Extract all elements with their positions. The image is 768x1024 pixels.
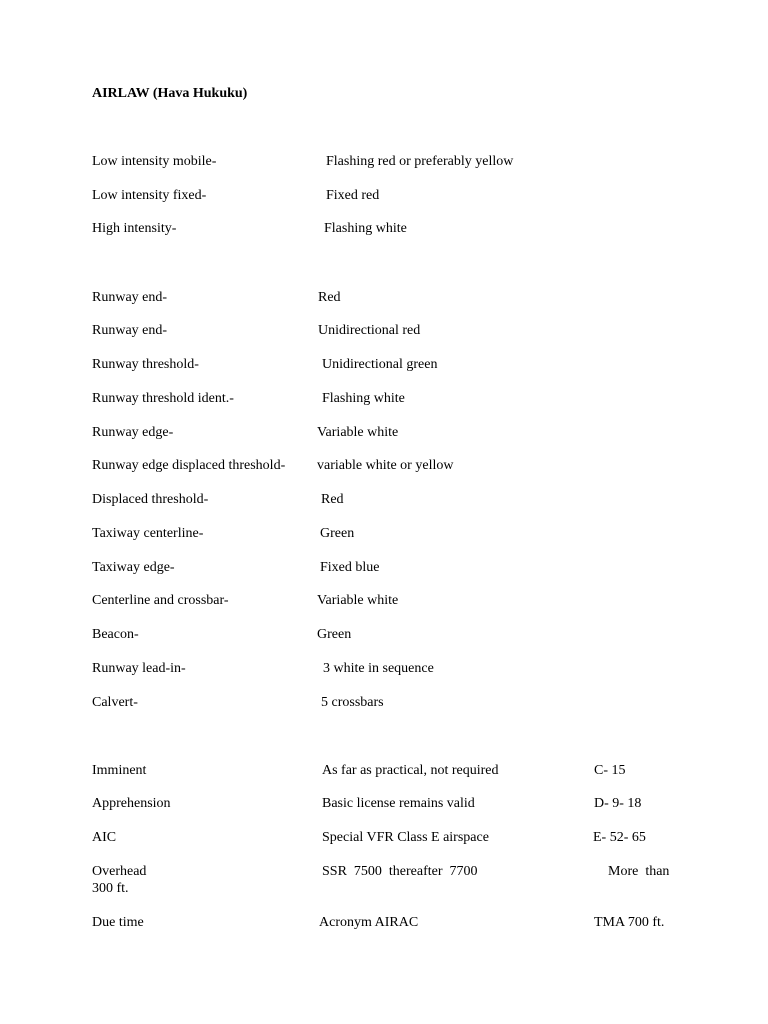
list-item [0,357,768,377]
code-cell: C- 15 [594,763,626,778]
item-label: Calvert- [92,695,138,710]
item-label: Low intensity fixed- [92,188,207,203]
list-item [0,391,768,411]
item-value: Red [321,492,344,507]
definition-cell: SSR 7500 thereafter 7700 [322,864,478,879]
item-value: Flashing red or preferably yellow [326,154,514,169]
item-label: Runway edge- [92,425,174,440]
item-label: Runway edge displaced threshold- [92,458,286,473]
item-label: Taxiway centerline- [92,526,204,541]
item-value: Unidirectional red [318,323,421,338]
item-value: Unidirectional green [322,357,438,372]
list-item [0,154,768,174]
code-cell: TMA 700 ft. [594,915,665,930]
item-label: Runway threshold- [92,357,199,372]
list-item [0,323,768,343]
item-label: Beacon- [92,627,139,642]
term-cell: Due time [92,915,144,930]
list-item [0,593,768,613]
list-item [0,560,768,580]
term-cell: Apprehension [92,796,171,811]
list-item [0,526,768,546]
item-label: Low intensity mobile- [92,154,217,169]
list-item [0,627,768,647]
item-label: Centerline and crossbar- [92,593,229,608]
item-value: Fixed red [326,188,380,203]
item-value: Variable white [317,425,399,440]
table-row [0,763,768,783]
item-value: Fixed blue [320,560,380,575]
term-cell: Overhead [92,864,147,879]
item-value: 3 white in sequence [323,661,434,676]
table-row [0,796,768,816]
code-cell-continuation: 300 ft. [92,881,129,896]
item-value: Red [318,290,341,305]
list-item [0,492,768,512]
code-cell: More than [608,864,670,879]
code-cell: E- 52- 65 [593,830,646,845]
list-item [0,458,768,478]
table-row [0,915,768,935]
item-value: Flashing white [324,221,407,236]
definition-cell: Special VFR Class E airspace [322,830,489,845]
item-value: 5 crossbars [321,695,384,710]
item-label: High intensity- [92,221,177,236]
item-label: Runway end- [92,290,168,305]
item-value: Flashing white [322,391,405,406]
item-label: Runway lead-in- [92,661,186,676]
item-value: Green [317,627,352,642]
list-item [0,661,768,681]
definition-cell: Basic license remains valid [322,796,475,811]
item-label: Displaced threshold- [92,492,209,507]
term-cell: AIC [92,830,117,845]
item-label: Runway end- [92,323,168,338]
list-item [0,290,768,310]
page-title: AIRLAW (Hava Hukuku) [92,86,248,101]
item-value: Green [320,526,355,541]
item-value: Variable white [317,593,399,608]
table-row [0,864,768,900]
definition-cell: As far as practical, not required [322,763,499,778]
item-label: Taxiway edge- [92,560,175,575]
list-item [0,425,768,445]
list-item [0,221,768,241]
list-item [0,695,768,715]
item-value: variable white or yellow [317,458,454,473]
definition-cell: Acronym AIRAC [319,915,419,930]
list-item [0,188,768,208]
term-cell: Imminent [92,763,147,778]
table-row [0,830,768,850]
item-label: Runway threshold ident.- [92,391,234,406]
code-cell: D- 9- 18 [594,796,642,811]
